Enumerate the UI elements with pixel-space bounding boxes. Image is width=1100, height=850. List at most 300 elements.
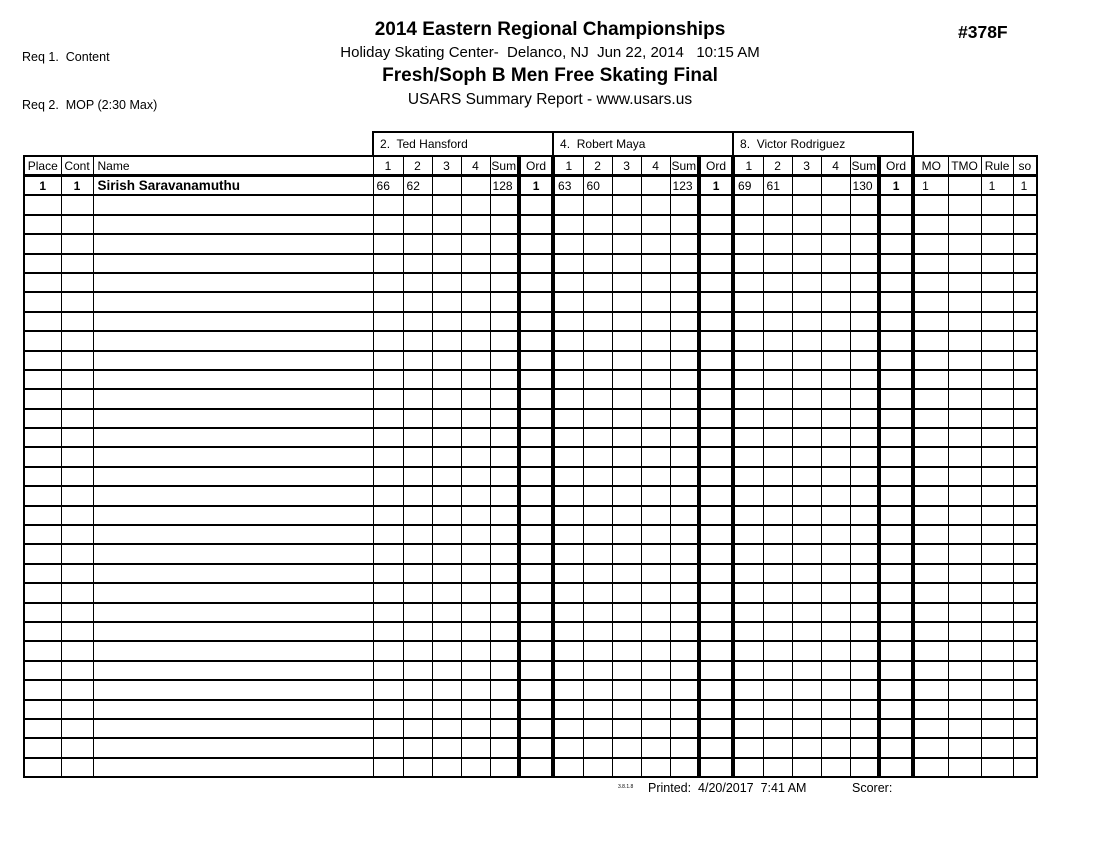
empty-cell (583, 700, 612, 719)
empty-row (24, 758, 1037, 777)
empty-cell (948, 700, 981, 719)
empty-cell (403, 331, 432, 350)
empty-cell (612, 486, 641, 505)
empty-cell (981, 312, 1013, 331)
empty-cell (490, 544, 519, 563)
empty-cell (553, 544, 583, 563)
empty-cell (403, 254, 432, 273)
empty-row (24, 370, 1037, 389)
empty-cell (879, 331, 913, 350)
empty-cell (641, 370, 670, 389)
empty-cell (519, 195, 553, 214)
empty-cell (432, 525, 461, 544)
empty-cell (850, 641, 879, 660)
empty-cell (981, 428, 1013, 447)
empty-cell (583, 428, 612, 447)
empty-cell (432, 467, 461, 486)
empty-cell (792, 680, 821, 699)
empty-cell (461, 312, 490, 331)
empty-cell (432, 564, 461, 583)
empty-cell (373, 467, 403, 486)
empty-cell (948, 331, 981, 350)
empty-cell (61, 467, 93, 486)
empty-cell (879, 273, 913, 292)
empty-cell (641, 525, 670, 544)
empty-cell (879, 467, 913, 486)
empty-cell (403, 370, 432, 389)
empty-cell (519, 389, 553, 408)
empty-cell (879, 622, 913, 641)
empty-cell (553, 506, 583, 525)
empty-cell (670, 351, 699, 370)
empty-cell (948, 583, 981, 602)
empty-cell (879, 680, 913, 699)
empty-cell (432, 370, 461, 389)
empty-cell (981, 564, 1013, 583)
report-header (0, 19, 1100, 109)
empty-cell (948, 254, 981, 273)
empty-row (24, 195, 1037, 214)
empty-cell (373, 409, 403, 428)
rule-cell: 1 (981, 176, 1013, 196)
empty-cell (792, 254, 821, 273)
empty-cell (490, 447, 519, 466)
empty-cell (373, 389, 403, 408)
empty-cell (699, 603, 733, 622)
judge-header-victor-rodriguez: 8. Victor Rodriguez (733, 132, 913, 156)
empty-cell (61, 564, 93, 583)
empty-cell (432, 486, 461, 505)
empty-cell (792, 719, 821, 738)
empty-cell (612, 661, 641, 680)
empty-cell (913, 680, 948, 699)
empty-cell (61, 544, 93, 563)
col-header-j2-sum: Sum (670, 156, 699, 176)
empty-cell (461, 680, 490, 699)
empty-cell (1013, 428, 1037, 447)
empty-cell (850, 700, 879, 719)
empty-cell (553, 331, 583, 350)
col-header-j3-sum: Sum (850, 156, 879, 176)
empty-cell (519, 273, 553, 292)
empty-cell (461, 564, 490, 583)
empty-row (24, 234, 1037, 253)
empty-cell (981, 195, 1013, 214)
empty-cell (93, 603, 373, 622)
empty-cell (733, 370, 763, 389)
empty-cell (792, 506, 821, 525)
empty-cell (670, 215, 699, 234)
empty-cell (699, 758, 733, 777)
empty-cell (981, 467, 1013, 486)
empty-cell (24, 506, 61, 525)
empty-cell (913, 254, 948, 273)
empty-cell (432, 680, 461, 699)
j2-ord-cell: 1 (699, 176, 733, 196)
empty-cell (490, 351, 519, 370)
empty-cell (763, 583, 792, 602)
empty-cell (1013, 506, 1037, 525)
empty-cell (373, 700, 403, 719)
empty-cell (93, 680, 373, 699)
empty-cell (373, 680, 403, 699)
empty-cell (490, 467, 519, 486)
empty-cell (93, 719, 373, 738)
empty-cell (763, 506, 792, 525)
empty-cell (519, 700, 553, 719)
empty-row (24, 409, 1037, 428)
empty-cell (850, 738, 879, 757)
mo-cell: 1 (913, 176, 948, 196)
empty-cell (432, 544, 461, 563)
empty-cell (461, 583, 490, 602)
empty-cell (461, 195, 490, 214)
empty-cell (792, 292, 821, 311)
empty-cell (792, 428, 821, 447)
empty-cell (699, 389, 733, 408)
empty-cell (583, 215, 612, 234)
empty-cell (763, 525, 792, 544)
empty-cell (519, 292, 553, 311)
empty-cell (948, 292, 981, 311)
empty-cell (913, 758, 948, 777)
empty-cell (981, 758, 1013, 777)
empty-cell (670, 661, 699, 680)
empty-cell (432, 351, 461, 370)
empty-cell (490, 661, 519, 680)
empty-cell (850, 409, 879, 428)
results-table-body (24, 132, 1037, 777)
empty-cell (1013, 622, 1037, 641)
empty-row (24, 506, 1037, 525)
j1-score-4 (461, 176, 490, 196)
empty-cell (641, 389, 670, 408)
empty-cell (670, 195, 699, 214)
empty-cell (553, 467, 583, 486)
empty-cell (461, 389, 490, 408)
software-version: 3.8.1.8 (618, 784, 634, 790)
empty-cell (553, 195, 583, 214)
empty-cell (461, 331, 490, 350)
empty-cell (583, 525, 612, 544)
empty-cell (821, 700, 850, 719)
empty-cell (821, 486, 850, 505)
empty-cell (612, 622, 641, 641)
empty-cell (24, 428, 61, 447)
col-header-j1-2: 2 (403, 156, 432, 176)
empty-cell (24, 292, 61, 311)
empty-cell (61, 622, 93, 641)
empty-cell (699, 622, 733, 641)
empty-cell (24, 641, 61, 660)
empty-cell (1013, 603, 1037, 622)
empty-cell (403, 544, 432, 563)
empty-cell (519, 583, 553, 602)
col-header-j1-1: 1 (373, 156, 403, 176)
empty-cell (913, 564, 948, 583)
empty-cell (1013, 447, 1037, 466)
empty-cell (763, 292, 792, 311)
empty-cell (792, 447, 821, 466)
empty-cell (553, 234, 583, 253)
empty-cell (1013, 583, 1037, 602)
col-header-j2-2: 2 (583, 156, 612, 176)
empty-cell (612, 583, 641, 602)
empty-cell (519, 370, 553, 389)
empty-cell (93, 389, 373, 408)
empty-cell (24, 544, 61, 563)
empty-cell (981, 254, 1013, 273)
empty-cell (519, 641, 553, 660)
empty-cell (981, 292, 1013, 311)
empty-cell (821, 525, 850, 544)
empty-cell (1013, 680, 1037, 699)
empty-cell (913, 661, 948, 680)
empty-cell (913, 195, 948, 214)
empty-cell (821, 312, 850, 331)
empty-cell (403, 603, 432, 622)
empty-cell (641, 506, 670, 525)
empty-cell (490, 700, 519, 719)
j1-sum-cell: 128 (490, 176, 519, 196)
j2-score-1: 63 (553, 176, 583, 196)
col-header-j3-3: 3 (792, 156, 821, 176)
empty-row (24, 467, 1037, 486)
empty-cell (519, 758, 553, 777)
empty-cell (583, 544, 612, 563)
empty-row (24, 428, 1037, 447)
empty-cell (583, 603, 612, 622)
empty-cell (553, 428, 583, 447)
empty-cell (948, 680, 981, 699)
empty-row (24, 312, 1037, 331)
empty-cell (61, 758, 93, 777)
empty-cell (373, 758, 403, 777)
skater-name-cell: Sirish Saravanamuthu (93, 176, 373, 196)
empty-cell (913, 603, 948, 622)
empty-cell (670, 680, 699, 699)
empty-cell (490, 331, 519, 350)
empty-cell (61, 447, 93, 466)
empty-cell (583, 370, 612, 389)
empty-cell (948, 738, 981, 757)
empty-cell (763, 447, 792, 466)
empty-cell (612, 447, 641, 466)
empty-cell (913, 719, 948, 738)
empty-cell (981, 622, 1013, 641)
empty-cell (670, 525, 699, 544)
empty-cell (1013, 195, 1037, 214)
empty-cell (61, 273, 93, 292)
empty-cell (403, 409, 432, 428)
empty-cell (879, 389, 913, 408)
empty-cell (733, 525, 763, 544)
empty-cell (24, 234, 61, 253)
empty-cell (948, 622, 981, 641)
empty-cell (93, 351, 373, 370)
empty-row (24, 719, 1037, 738)
empty-cell (93, 700, 373, 719)
empty-cell (403, 312, 432, 331)
empty-cell (24, 389, 61, 408)
empty-cell (850, 428, 879, 447)
empty-cell (612, 700, 641, 719)
empty-cell (821, 351, 850, 370)
empty-cell (850, 351, 879, 370)
empty-cell (879, 700, 913, 719)
empty-cell (981, 525, 1013, 544)
empty-cell (461, 370, 490, 389)
empty-cell (879, 719, 913, 738)
empty-cell (641, 447, 670, 466)
empty-cell (850, 234, 879, 253)
empty-row (24, 622, 1037, 641)
empty-cell (61, 195, 93, 214)
empty-cell (432, 758, 461, 777)
empty-cell (699, 370, 733, 389)
empty-cell (373, 351, 403, 370)
empty-cell (461, 447, 490, 466)
empty-cell (583, 195, 612, 214)
empty-cell (553, 525, 583, 544)
empty-cell (61, 661, 93, 680)
empty-cell (792, 467, 821, 486)
empty-cell (913, 525, 948, 544)
empty-cell (553, 700, 583, 719)
empty-cell (792, 486, 821, 505)
empty-cell (553, 292, 583, 311)
empty-cell (850, 661, 879, 680)
empty-cell (792, 215, 821, 234)
empty-cell (763, 428, 792, 447)
empty-cell (763, 389, 792, 408)
col-header-mo: MO (913, 156, 948, 176)
empty-cell (821, 661, 850, 680)
empty-cell (733, 544, 763, 563)
results-table (23, 131, 1038, 778)
empty-cell (461, 273, 490, 292)
empty-cell (981, 700, 1013, 719)
empty-cell (792, 389, 821, 408)
empty-cell (93, 273, 373, 292)
empty-cell (583, 389, 612, 408)
j1-score-1: 66 (373, 176, 403, 196)
empty-cell (553, 758, 583, 777)
empty-cell (24, 273, 61, 292)
empty-row (24, 389, 1037, 408)
empty-cell (93, 234, 373, 253)
empty-cell (432, 583, 461, 602)
empty-cell (641, 603, 670, 622)
empty-cell (553, 641, 583, 660)
empty-cell (612, 215, 641, 234)
empty-row (24, 525, 1037, 544)
col-header-j1-4: 4 (461, 156, 490, 176)
empty-cell (432, 506, 461, 525)
empty-cell (699, 312, 733, 331)
empty-cell (792, 758, 821, 777)
empty-cell (403, 622, 432, 641)
empty-cell (490, 254, 519, 273)
empty-cell (403, 389, 432, 408)
empty-cell (373, 370, 403, 389)
empty-cell (432, 234, 461, 253)
empty-cell (490, 389, 519, 408)
empty-cell (432, 700, 461, 719)
empty-cell (879, 312, 913, 331)
empty-cell (373, 603, 403, 622)
empty-cell (519, 351, 553, 370)
empty-cell (850, 544, 879, 563)
empty-cell (553, 215, 583, 234)
empty-cell (612, 195, 641, 214)
empty-cell (879, 661, 913, 680)
empty-cell (670, 641, 699, 660)
col-header-place: Place (24, 156, 61, 176)
empty-cell (981, 215, 1013, 234)
empty-cell (821, 506, 850, 525)
j3-sum-cell: 130 (850, 176, 879, 196)
empty-cell (879, 351, 913, 370)
place-cell: 1 (24, 176, 61, 196)
empty-cell (879, 486, 913, 505)
col-header-j3-4: 4 (821, 156, 850, 176)
empty-cell (821, 467, 850, 486)
empty-cell (490, 215, 519, 234)
empty-cell (733, 583, 763, 602)
empty-row (24, 292, 1037, 311)
j3-score-4 (821, 176, 850, 196)
empty-cell (699, 700, 733, 719)
empty-cell (432, 195, 461, 214)
empty-cell (821, 564, 850, 583)
empty-cell (641, 680, 670, 699)
empty-cell (699, 215, 733, 234)
empty-cell (913, 351, 948, 370)
empty-cell (519, 486, 553, 505)
empty-cell (583, 447, 612, 466)
empty-cell (879, 234, 913, 253)
empty-cell (373, 525, 403, 544)
j2-score-4 (641, 176, 670, 196)
empty-cell (981, 661, 1013, 680)
empty-cell (733, 719, 763, 738)
page-title: 2014 Eastern Regional Championships (374, 19, 726, 40)
empty-cell (792, 700, 821, 719)
empty-cell (670, 312, 699, 331)
empty-cell (850, 758, 879, 777)
empty-cell (913, 389, 948, 408)
empty-cell (93, 758, 373, 777)
j2-sum-cell: 123 (670, 176, 699, 196)
empty-cell (519, 719, 553, 738)
empty-cell (61, 351, 93, 370)
empty-cell (61, 583, 93, 602)
empty-cell (24, 738, 61, 757)
empty-cell (699, 447, 733, 466)
event-number: #378F (958, 22, 1008, 42)
empty-cell (850, 292, 879, 311)
venue-date-line: Holiday Skating Center- Delanco, NJ Jun 22, 2014 10:15 AM (340, 44, 760, 61)
empty-cell (1013, 525, 1037, 544)
empty-cell (403, 292, 432, 311)
empty-cell (553, 680, 583, 699)
empty-cell (1013, 351, 1037, 370)
empty-cell (879, 254, 913, 273)
empty-cell (763, 331, 792, 350)
empty-cell (948, 312, 981, 331)
j3-ord-cell: 1 (879, 176, 913, 196)
